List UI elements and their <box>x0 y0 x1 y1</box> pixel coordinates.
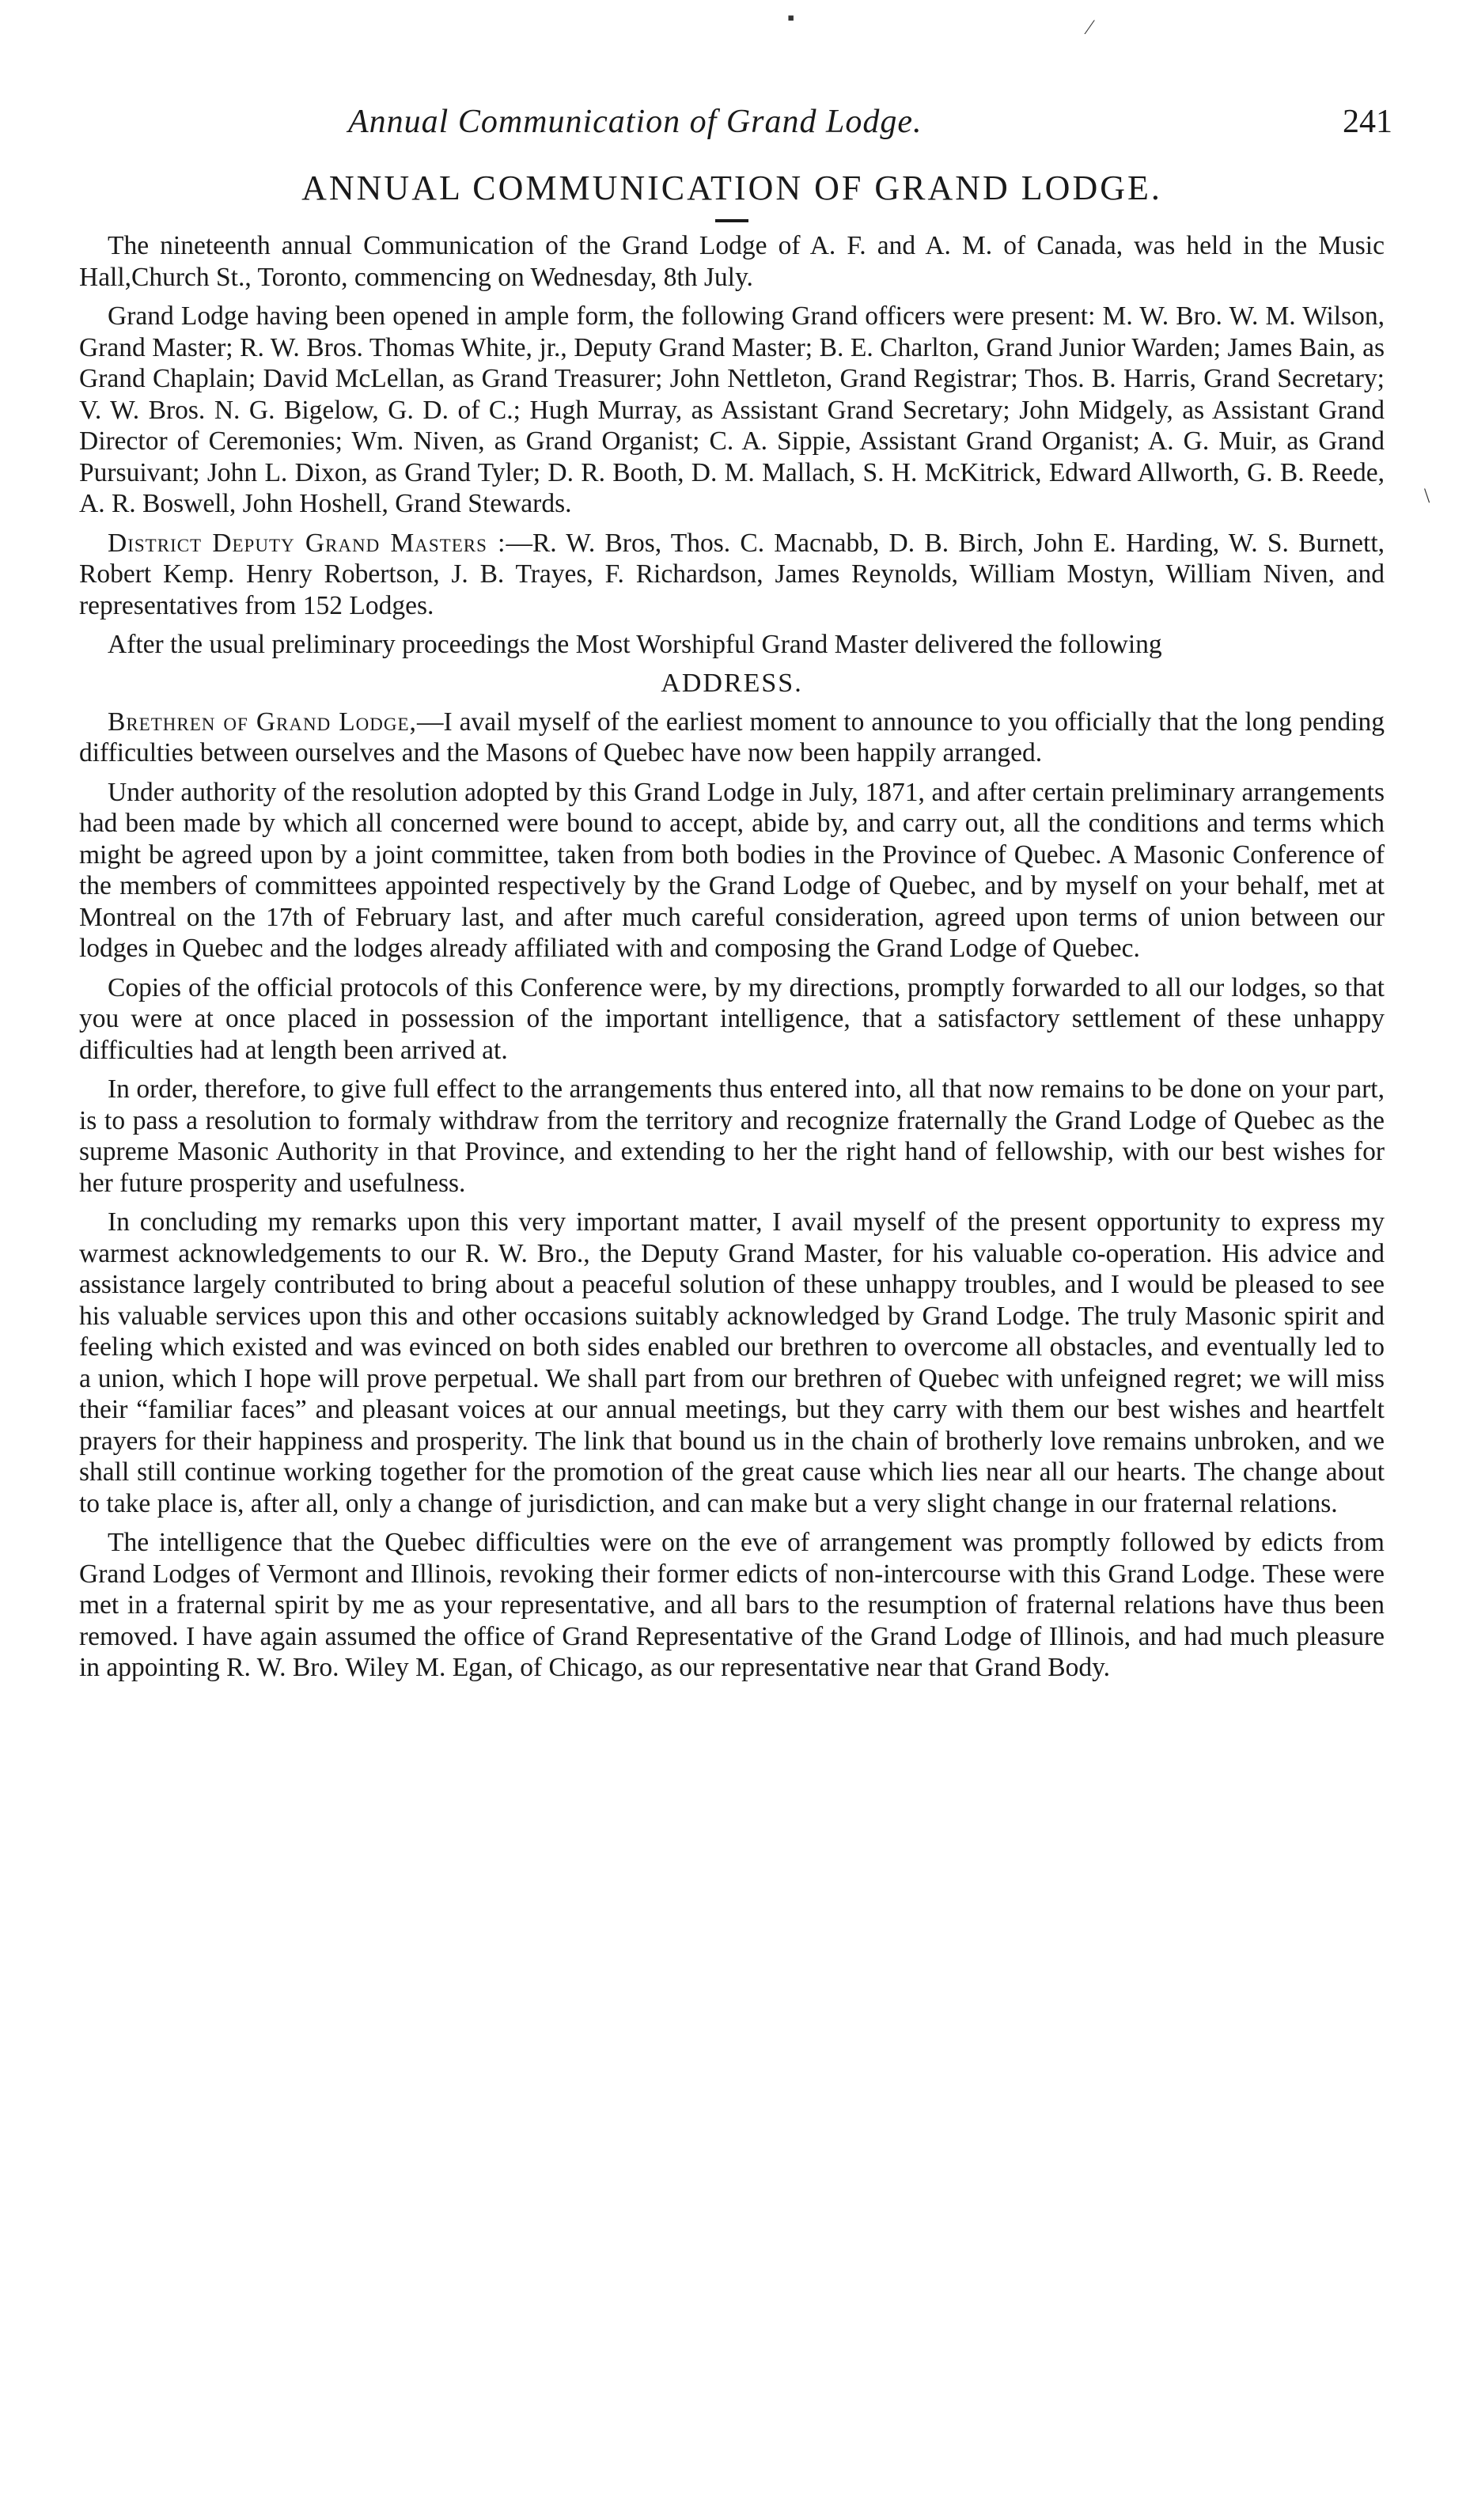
lead-in-district-deputies: District Deputy Grand Masters : <box>108 528 506 558</box>
paragraph-preliminaries: After the usual preliminary proceedings the Most Worshipful Grand Master delivered the following <box>108 630 1162 659</box>
paragraph-acknowledgements: In concluding my remarks upon this very important matter, I avail myself of the present opportunity to express my warmest acknowledgements to our R. W. Bro., the Deputy Grand Master, for his valuable co-operation. His advice and assistance largely contributed to bring about a peaceful solution of these unhappy troubles, and I would be pleased to see his valuable services upon this and other occasions suitably acknowledged by Grand Lodge. The truly Masonic spirit and feeling which existed and was evinced on both sides enabled our brethren to overcome all obstacles, and eventually led to a union, which I hope will prove perpetual. We shall part from our brethren of Quebec with unfeigned regret; we will miss their “familiar faces” and pleasant voices at our annual meetings, but they carry with them our best wishes and heartfelt prayers for their happiness and prosperity. The link that bound us in the chain of brotherly love remains unbroken, and we shall still continue working together for the promotion of the great cause which lies near all our hearts. The change about to take place is, after all, only a change of jurisdiction, and can make but a very slight change in our fraternal relations. <box>79 1207 1385 1518</box>
top-margin-mark: ⁄ <box>1088 16 1092 39</box>
page-number: 241 <box>1343 104 1392 140</box>
page-body <box>79 103 1392 1692</box>
paragraph-opening: The nineteenth annual Communication of the Grand Lodge of A. F. and A. M. of Canada, was held in the Music Hall,Church St., Toronto, commencing on Wednesday, 8th July. <box>79 231 1385 292</box>
paragraph-resolution: Under authority of the resolution adopted by this Grand Lodge in July, 1871, and after certain preliminary arrangements had been made by which all concerned were bound to accept, abide by, and carry out, all the conditions and terms which might be agreed upon by a joint committee, taken from both bodies in the Province of Quebec. A Masonic Conference of the members of committees appointed respectively by the Grand Lodge of Quebec, and by myself on your behalf, met at Montreal on the 17th of February last, and after much careful consideration, agreed upon terms of union between our lodges in Quebec and the lodges already affiliated with and composing the Grand Lodge of Quebec. <box>79 777 1385 963</box>
address-heading: ADDRESS. <box>661 668 803 698</box>
article-title: ANNUAL COMMUNICATION OF GRAND LODGE. <box>301 169 1162 207</box>
top-margin-mark: ▪ <box>787 6 795 29</box>
title-rule <box>715 219 748 222</box>
paragraph-protocols: Copies of the official protocols of this Conference were, by my directions, promptly forwarded to all our lodges, so that you were at once placed in possession of the important intelligence, that a satisfactory settlement of these unhappy difficulties had at length been arrived at. <box>79 972 1385 1065</box>
paragraph-edicts: The intelligence that the Quebec difficulties were on the eve of arrangement was promptly followed by edicts from Grand Lodges of Vermont and Illinois, revoking their former edicts of non-intercourse with this Grand Lodge. These were met in a fraternal spirit by me as your representative, and all bars to the resumption of fraternal relations have thus been removed. I have again assumed the office of Grand Representative of the Grand Lodge of Illinois, and had much pleasure in appointing R. W. Bro. Wiley M. Egan, of Chicago, as our representative near that Grand Body. <box>79 1528 1385 1682</box>
paragraph-address-intro-text: —I avail myself of the earliest moment to announce to you officially that the long pending difficulties between ourselves and the Masons of Quebec have now been happily arranged. <box>79 707 1385 767</box>
running-head <box>79 103 1392 150</box>
running-title: Annual Communication of Grand Lodge. <box>348 104 923 140</box>
paragraph-officers: Grand Lodge having been opened in ample form, the following Grand officers were present: M. W. Bro. W. M. Wilson, Grand Master; R. W. Bros. Thomas White, jr., Deputy Grand Master; B. E. Charlton, Grand Junior Warden; James Bain, as Grand Chaplain; David McLellan, as Grand Treasurer; John Nettleton, Grand Registrar; Thos. B. Harris, Grand Secretary; V. W. Bros. N. G. Bigelow, G. D. of C.; Hugh Murray, as Assistant Grand Secretary; John Midgely, as Assistant Grand Director of Ceremonies; Wm. Niven, as Grand Organist; C. A. Sippie, Assistant Grand Organist; A. G. Muir, as Grand Pursuivant; John L. Dixon, as Grand Tyler; D. R. Booth, D. M. Mallach, S. H. McKitrick, Edward Allworth, G. B. Reede, A. R. Boswell, John Hoshell, Grand Stewards. <box>79 301 1385 518</box>
paragraph-address-intro <box>79 707 1385 769</box>
side-margin-mark: \ <box>1424 484 1430 507</box>
paragraph-district-deputies-text: —R. W. Bros, Thos. C. Macnabb, D. B. Birch, John E. Harding, W. S. Burnett, Robert Kemp. Henry Robertson, J. B. Trayes, F. Richardson, James Reynolds, William Mostyn, William Niven, and representatives from 152 Lodges. <box>79 528 1385 620</box>
paragraph-district-deputies <box>79 528 1385 622</box>
paragraph-withdraw: In order, therefore, to give full effect to the arrangements thus entered into, all that now remains to be done on your part, is to pass a resolution to formaly withdraw from the territory and recognize fraternally the Grand Lodge of Quebec as the supreme Masonic Authority in that Province, and extending to her the right hand of fellowship, with our best wishes for her future prosperity and usefulness. <box>79 1074 1385 1198</box>
lead-in-brethren: Brethren of Grand Lodge, <box>108 707 417 737</box>
